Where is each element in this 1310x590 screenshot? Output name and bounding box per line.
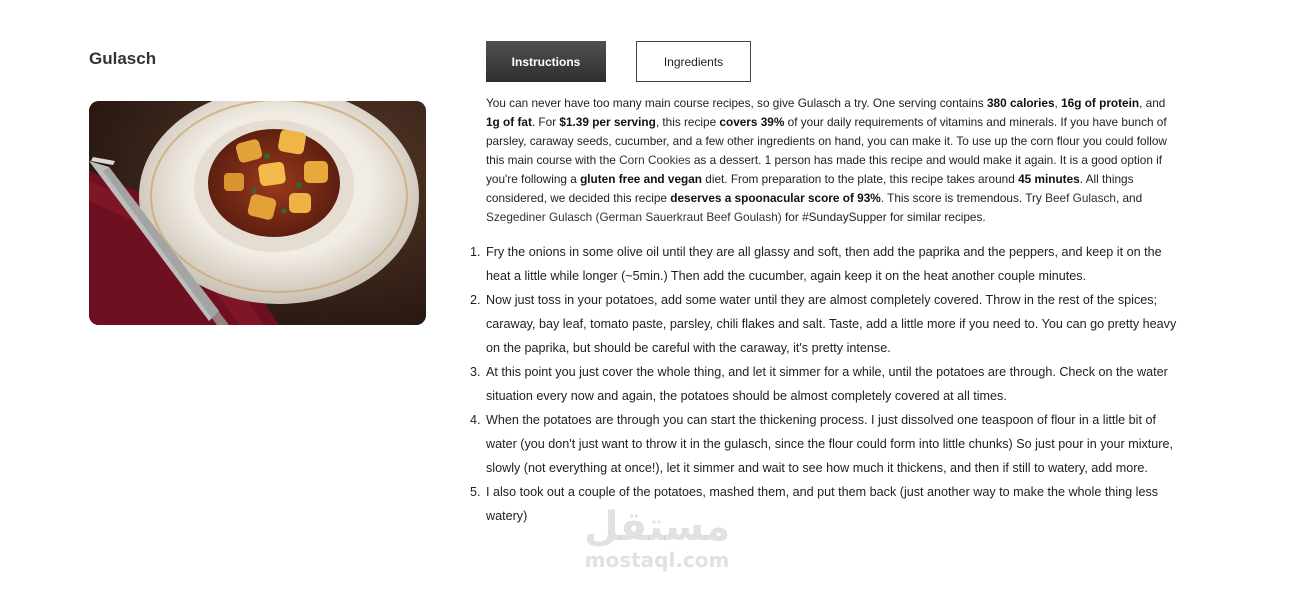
tab-ingredients[interactable]: Ingredients	[636, 41, 751, 82]
link-corn-cookies[interactable]: Corn Cookies	[619, 153, 691, 167]
step-item	[470, 408, 1186, 480]
step-item	[470, 480, 1186, 528]
recipe-photo	[89, 101, 426, 325]
step-number: 1.	[470, 245, 481, 259]
instruction-steps	[470, 240, 1186, 528]
step-number: 5.	[470, 485, 481, 499]
step-text: Fry the onions in some olive oil until they are all glassy and soft, then add the paprika and the peppers, and keep it on the heat a little while longer (~5min.) Then add the cucumber, again keep it on the heat another couple minutes.	[486, 245, 1162, 283]
step-text: At this point you just cover the whole thing, and let it simmer for a while, until the potatoes are through. Check on the water situation every now and again, the potatoes should be almost completely covered at all times.	[486, 365, 1168, 403]
recipe-title: Gulasch	[89, 49, 157, 68]
step-text: I also took out a couple of the potatoes, mashed them, and put them back (just another way to make the whole thing less watery)	[486, 485, 1159, 523]
link-beef-gulasch[interactable]: Beef Gulasch	[1045, 191, 1116, 205]
step-item	[470, 288, 1186, 360]
step-number: 2.	[470, 293, 481, 307]
step-number: 3.	[470, 365, 481, 379]
step-text: Now just toss in your potatoes, add some water until they are almost completely covered. Throw in the rest of the spices; caraway, bay leaf, tomato paste, parsley, chili flakes and salt. Taste, add a little more if you need to. You can go pretty heavy on the paprika, but should be careful with the caraway, it's pretty intense.	[486, 293, 1177, 355]
recipe-summary: You can never have too many main course recipes, so give Gulasch a try. One serving contains 380 calories, 16g of protein, and 1g of fat. For $1.39 per serving, this recipe covers 39% of your daily requirements of vitamins and minerals. If you have bunch of parsley, caraway seeds, cucumber, and a few other ingredients on hand, you can make it. To use up the corn flour you could follow this main course with the Corn Cookies as a dessert. 1 person has made this recipe and would make it again. It is a good option if you're following a gluten free and vegan diet. From preparation to the plate, this recipe takes around 45 minutes. All things considered, we decided this recipe deserves a spoonacular score of 93%. This score is tremendous. Try Beef Gulasch, and Szegediner Gulasch (German Sauerkraut Beef Goulash) for #SundaySupper for similar recipes.	[486, 96, 1167, 224]
step-text: When the potatoes are through you can start the thickening process. I just dissolved one teaspoon of flour in a little bit of water (you don't just want to throw it in the gulasch, since the flour could form into little chunks) So just pour in your mixture, slowly (not everything at once!), let it simmer and wait to see how much it thickens, and then if still to watery, add more.	[486, 413, 1173, 475]
watermark-latin: mostaql.com	[584, 548, 730, 572]
tab-instructions[interactable]: Instructions	[486, 41, 606, 82]
step-number: 4.	[470, 413, 481, 427]
link-szegediner-gulasch[interactable]: Szegediner Gulasch (German Sauerkraut Beef Goulash)	[486, 210, 782, 224]
watermark-arabic: مستقل	[583, 504, 731, 550]
step-item	[470, 360, 1186, 408]
step-item	[470, 240, 1186, 288]
